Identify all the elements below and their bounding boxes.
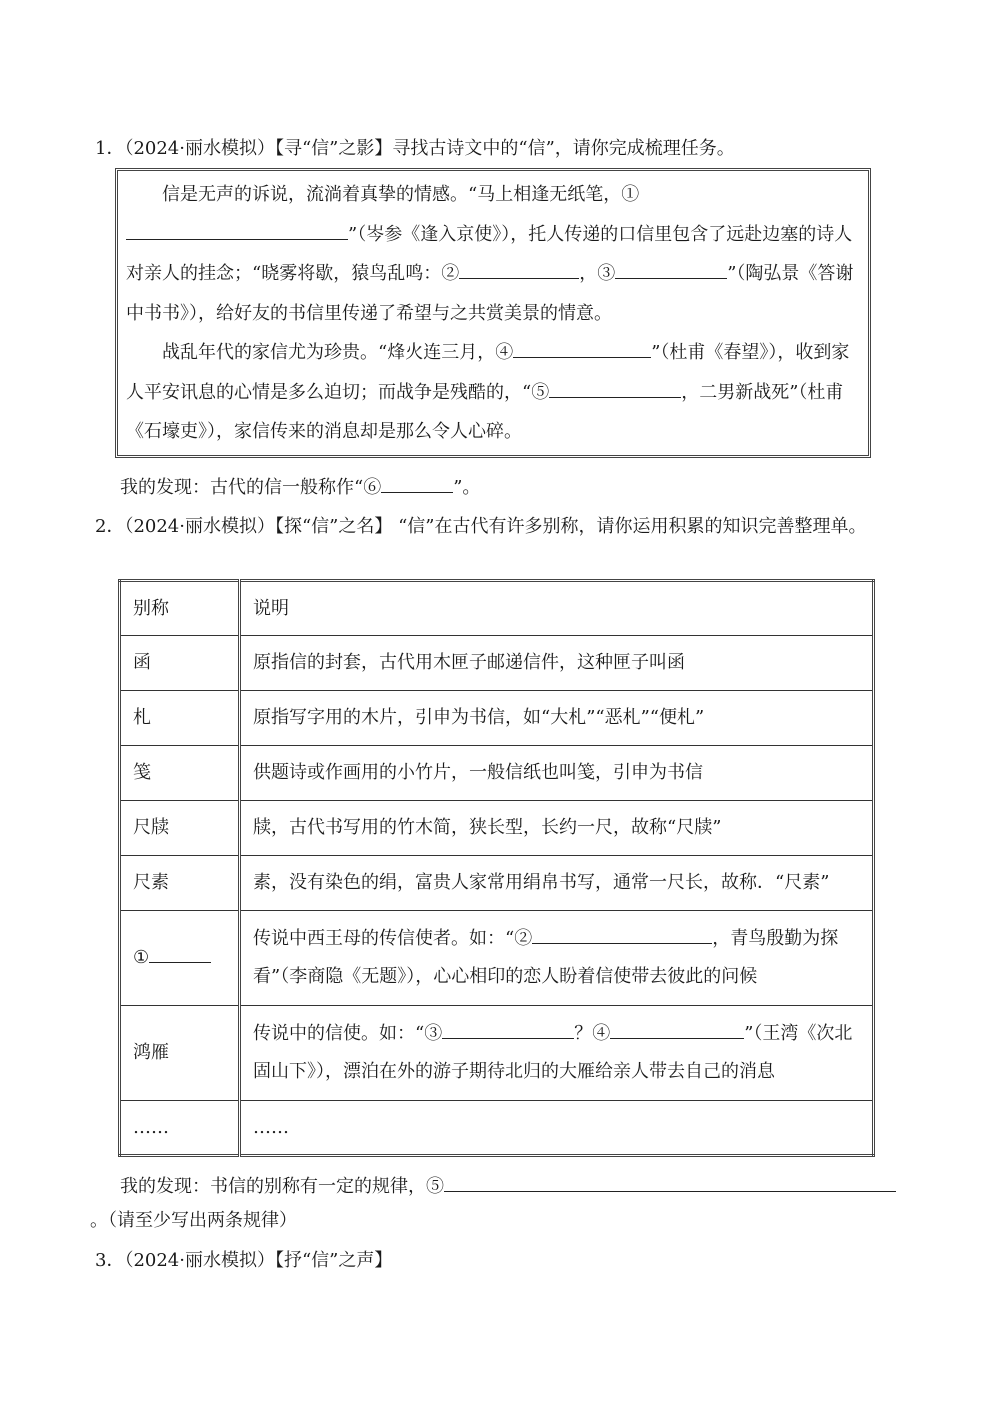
table-row xyxy=(120,691,874,746)
question-2-finding: 我的发现：书信的别称有一定的规律，⑤ xyxy=(120,1168,920,1205)
table-header-row xyxy=(120,581,874,636)
question-number: 2． xyxy=(95,516,125,537)
answer-blank-1[interactable] xyxy=(126,219,348,240)
passage-paragraph-2: 战乱年代的家信尤为珍贵。“烽火连三月，④ ”（杜甫《春望》），收到家人平安讯息的心情是多么迫切；而战争是残酷的，“⑤ ，二男新战死”（杜甫《石壕吏》），家信传来的消息却是那么令人心碎。 xyxy=(126,333,858,452)
question-title: 【寻“信”之影】寻找古诗文中的“信”，请你完成梳理任务。 xyxy=(274,138,735,159)
alias-desc-cell: 素，没有染色的绢，富贵人家常用绢帛书写，通常一尺长，故称．“尺素” xyxy=(240,856,874,911)
alias-desc-cell: …… xyxy=(240,1101,874,1156)
alias-desc-cell: 传说中的信使。如：“③ ？④ ”（王湾《次北固山下》），漂泊在外的游子期待北归的大雁给亲人带去自己的消息 xyxy=(240,1006,874,1101)
alias-desc-cell: 传说中西王母的传信使者。如：“② ，青鸟殷勤为探看”（李商隐《无题》），心心相印的恋人盼着信使带去彼此的问候 xyxy=(240,911,874,1006)
table-header-cell: 别称 xyxy=(120,581,240,636)
question-title: 【抒“信”之声】 xyxy=(274,1250,393,1271)
letter-alias-table xyxy=(118,579,875,1157)
table-row xyxy=(120,636,874,691)
answer-blank-2[interactable] xyxy=(459,258,579,279)
answer-blank-4[interactable] xyxy=(513,337,651,358)
alias-desc-cell: 供题诗或作画用的小竹片，一般信纸也叫笺，引申为书信 xyxy=(240,746,874,801)
alias-desc-cell: 原指写字用的木片，引申为书信，如“大札”“恶札”“便札” xyxy=(240,691,874,746)
question-source: （2024·丽水模拟） xyxy=(124,1250,275,1271)
question-1-heading xyxy=(95,136,735,162)
alias-name-cell: 笺 xyxy=(120,746,240,801)
answer-blank-3[interactable] xyxy=(615,258,727,279)
table-row xyxy=(120,746,874,801)
poetry-passage-box xyxy=(115,168,871,458)
answer-blank-5[interactable] xyxy=(444,1171,896,1192)
passage-paragraph-1: 信是无声的诉说，流淌着真挚的情感。“马上相逢无纸笔，①”（岑参《逢入京使》），托人传递的口信里包含了远赴边塞的诗人对亲人的挂念；“晓雾将歇，猿鸟乱鸣：② ，③ ”（陶弘景《答谢中书书》），给好友的书信里传递了希望与之共赏美景的情意。 xyxy=(126,184,854,324)
answer-blank-3[interactable] xyxy=(442,1018,574,1039)
question-number: 3． xyxy=(95,1250,125,1271)
answer-blank-2[interactable] xyxy=(532,923,712,944)
alias-name-cell: ① xyxy=(120,911,240,1006)
table-row xyxy=(120,911,874,1006)
question-title: 【探“信”之名】 “信”在古代有许多别称，请你运用积累的知识完善整理单。 xyxy=(274,516,867,537)
table-row xyxy=(120,1006,874,1101)
question-source: （2024·丽水模拟） xyxy=(124,138,275,159)
alias-name-cell: …… xyxy=(120,1101,240,1156)
question-number: 1． xyxy=(95,138,125,159)
question-1-finding: 我的发现：古代的信一般称作“⑥ ”。 xyxy=(120,472,480,501)
alias-name-cell: 鸿雁 xyxy=(120,1006,240,1101)
answer-blank-6[interactable] xyxy=(381,472,453,493)
question-2-heading xyxy=(95,508,895,545)
alias-desc-cell: 牍，古代书写用的竹木简，狭长型，长约一尺，故称“尺牍” xyxy=(240,801,874,856)
table-row xyxy=(120,1101,874,1156)
alias-name-cell: 尺素 xyxy=(120,856,240,911)
table-header-cell: 说明 xyxy=(240,581,874,636)
answer-blank-5[interactable] xyxy=(549,377,681,398)
alias-name-cell: 尺牍 xyxy=(120,801,240,856)
question-2-finding-note: 。（请至少写出两条规律） xyxy=(90,1210,297,1231)
answer-blank-1[interactable] xyxy=(149,942,211,963)
question-source: （2024·丽水模拟） xyxy=(124,516,275,537)
alias-desc-cell: 原指信的封套，古代用木匣子邮递信件，这种匣子叫函 xyxy=(240,636,874,691)
table-row xyxy=(120,801,874,856)
table-row xyxy=(120,856,874,911)
answer-blank-4[interactable] xyxy=(610,1018,744,1039)
alias-name-cell: 函 xyxy=(120,636,240,691)
alias-name-cell: 札 xyxy=(120,691,240,746)
question-3-heading xyxy=(95,1248,392,1274)
